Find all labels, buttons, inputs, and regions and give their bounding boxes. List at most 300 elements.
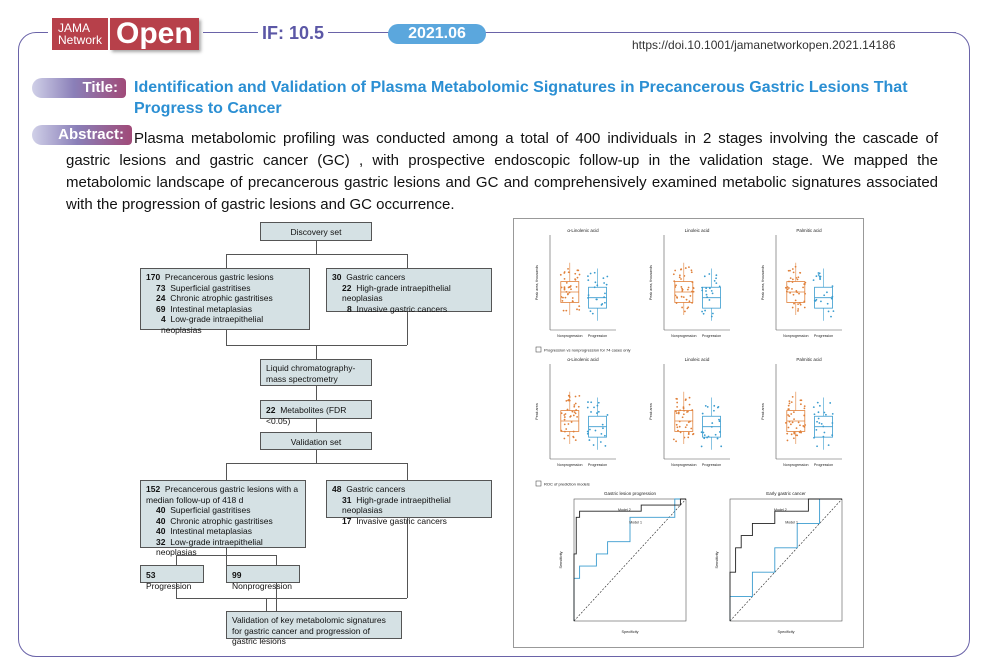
panel-a3-point <box>793 303 795 305</box>
panel-a1-point <box>568 287 570 289</box>
panel-b2-point <box>680 431 682 433</box>
panel-b2-point <box>711 426 713 428</box>
panel-a3-point <box>818 272 820 274</box>
panel-b2-point <box>678 411 680 413</box>
panel-b3-point <box>786 433 788 435</box>
panel-a2-point <box>693 287 695 289</box>
panel-b3-point <box>813 406 815 408</box>
panel-b2-point <box>705 405 707 407</box>
panel-a2-point <box>709 299 711 301</box>
panel-b1-point <box>589 429 591 431</box>
panel-b1-point <box>587 433 589 435</box>
panel-a3-point <box>815 275 817 277</box>
panel-b2-point <box>684 437 686 439</box>
panel-a3-point <box>823 294 825 296</box>
logo-jama: JAMA <box>58 21 91 35</box>
panel-b1-point <box>587 407 589 409</box>
panel-b3-point <box>800 403 802 405</box>
panel-b1-group-label: Progression <box>587 463 608 467</box>
panel-a1-point <box>574 273 576 275</box>
header-rule <box>486 32 956 33</box>
panel-b1-point <box>597 405 599 407</box>
panel-b3-point <box>832 413 834 415</box>
panel-b3-group-label: Nonprogression <box>783 463 809 467</box>
panel-b2-point <box>703 437 705 439</box>
panel-a3-point <box>787 288 789 290</box>
panel-b1-point <box>590 401 592 403</box>
panel-a1-point <box>592 313 594 315</box>
panel-b3-point <box>828 444 830 446</box>
panel-a3-point <box>828 311 830 313</box>
panel-b1-title: α-Linolenic acid <box>567 357 599 362</box>
panel-a1-point <box>574 278 576 280</box>
panel-a3-point <box>798 293 800 295</box>
paper-title: Identification and Validation of Plasma Metabolomic Signatures in Precancerous Gastric Lesions That Progress to Cancer <box>134 79 908 117</box>
panel-a3-point <box>788 281 790 283</box>
panel-a1-point <box>579 274 581 276</box>
panel-a3-point <box>799 272 801 274</box>
progression-box: 53 Progression <box>140 565 204 583</box>
panel-a2-point <box>675 284 677 286</box>
panel-a2-point <box>691 269 693 271</box>
panel-b2-point <box>676 406 678 408</box>
panel-a1-point <box>588 294 590 296</box>
panel-a2-point <box>692 281 694 283</box>
panel-b1-ylabel: Peak area <box>535 403 539 420</box>
panel-a2-point <box>681 307 683 309</box>
panel-b3-point <box>804 405 806 407</box>
panel-b-label: Progression vs nonprogression for 74 cases only <box>544 347 631 353</box>
panel-b3-point <box>818 422 820 424</box>
panel-b3-point <box>793 418 795 420</box>
panel-a2-point <box>684 311 686 313</box>
discovery-gastric-cancer-box: 30 Gastric cancers 22 High-grade intraepithelial neoplasias 8 Invasive gastric cancers <box>326 268 492 312</box>
panel-b1-point <box>570 415 572 417</box>
panel-b1-point <box>561 412 563 414</box>
panel-a1-point <box>568 271 570 273</box>
panel-a1-point <box>561 287 563 289</box>
panel-b2-point <box>676 426 678 428</box>
panel-a3-ylabel: Peak area, thousands <box>761 265 765 300</box>
panel-a3-point <box>830 316 832 318</box>
panel-a2-point <box>688 266 690 268</box>
panel-a3-point <box>803 283 805 285</box>
panel-b3-point <box>793 411 795 413</box>
panel-a2-point <box>701 289 703 291</box>
panel-a3-point <box>790 277 792 279</box>
panel-b1-point <box>563 438 565 440</box>
roc-2-title: Early gastric cancer <box>766 491 806 496</box>
study-flowchart <box>120 218 500 648</box>
panel-a2-point <box>705 287 707 289</box>
panel-b2-point <box>683 410 685 412</box>
panel-b-marker <box>536 347 541 352</box>
impact-factor: IF: 10.5 <box>258 23 328 44</box>
panel-a2-point <box>709 287 711 289</box>
panel-b3-point <box>813 437 815 439</box>
panel-b3-point <box>823 432 825 434</box>
panel-b3-point <box>798 421 800 423</box>
roc-1-xlabel: Specificity <box>621 630 639 634</box>
panel-b1-point <box>568 423 570 425</box>
panel-b1-point <box>578 395 580 397</box>
panel-b2-point <box>711 422 713 424</box>
panel-b3-point <box>804 424 806 426</box>
panel-a3-point <box>815 299 817 301</box>
panel-b1-point <box>573 431 575 433</box>
roc-1-model2-label: Model 2 <box>618 508 631 513</box>
logo-jama-network <box>52 18 108 50</box>
panel-b3-point <box>817 402 819 404</box>
panel-b1-point <box>564 419 566 421</box>
metabolites-box: 22 Metabolites (FDR <0.05) <box>260 400 372 419</box>
panel-a2-point <box>715 282 717 284</box>
panel-a2-point <box>688 287 690 289</box>
panel-b1-point <box>565 400 567 402</box>
panel-a2-point <box>689 300 691 302</box>
panel-a2-point <box>676 297 678 299</box>
panel-a3-point <box>799 302 801 304</box>
panel-a1-point <box>569 292 571 294</box>
panel-a3-point <box>800 304 802 306</box>
panel-b2-point <box>702 413 704 415</box>
panel-b3-point <box>831 422 833 424</box>
panel-b2-point <box>708 436 710 438</box>
panel-b1-point <box>569 396 571 398</box>
header-rule <box>214 32 258 33</box>
panel-b3-point <box>788 400 790 402</box>
validation-set-box: Validation set <box>260 432 372 450</box>
panel-b1-point <box>593 444 595 446</box>
final-validation-box: Validation of key metabolomic signatures for gastric cancer and progression of gastric lesions <box>226 611 402 639</box>
panel-b1-point <box>565 413 567 415</box>
panel-a3-group-label: Nonprogression <box>783 334 809 338</box>
panel-a2-point <box>701 311 703 313</box>
panel-b2-point <box>703 432 705 434</box>
panel-b3-point <box>800 399 802 401</box>
panel-a1-point <box>596 284 598 286</box>
panel-a1-point <box>604 292 606 294</box>
panel-a1-group-label: Progression <box>587 334 608 338</box>
panel-b3-point <box>825 414 827 416</box>
validation-precancerous-box: 152 Precancerous gastric lesions with a median follow-up of 418 d 40 Superficial gastritises 40 Chronic atrophic gastritises 40 Intestinal metaplasias 32 Low-grade intraepithelial neoplasias <box>140 480 306 548</box>
panel-a2-point <box>673 280 675 282</box>
panel-b1-point <box>576 416 578 418</box>
panel-a2-point <box>683 275 685 277</box>
panel-a3-point <box>797 279 799 281</box>
panel-b1-point <box>561 430 563 432</box>
panel-a3-point <box>819 278 821 280</box>
panel-b3-point <box>818 411 820 413</box>
panel-a2-point <box>683 296 685 298</box>
title-label: Title: <box>32 78 126 98</box>
panel-b1-point <box>596 412 598 414</box>
panel-a3-point <box>793 272 795 274</box>
panel-a1-point <box>587 297 589 299</box>
panel-a3-point <box>833 310 835 312</box>
panel-a1-point <box>578 305 580 307</box>
panel-b3-point <box>818 418 820 420</box>
panel-b1-point <box>571 421 573 423</box>
panel-a2-point <box>706 296 708 298</box>
header-rule <box>350 32 388 33</box>
abstract-text: Plasma metabolomic profiling was conducted among a total of 400 individuals in 2 stages involving the cascade of gastric lesions and gastric cancer (GC) , with prospective endoscopic follow-up in the validation stage. We mapped the metabolomic landscape of precancerous gastric lesions and GC and comprehensively examined metabolic signatures associated with the progression of gastric lesions and GC occurrence. <box>66 130 938 213</box>
panel-b1-point <box>602 427 604 429</box>
panel-b3-point <box>789 403 791 405</box>
panel-a3-point <box>792 268 794 270</box>
panel-b1-point <box>587 431 589 433</box>
panel-b3-point <box>803 415 805 417</box>
panel-b2-point <box>715 434 717 436</box>
panel-a1-point <box>563 310 565 312</box>
discovery-precancerous-box: 170 Precancerous gastric lesions 73 Superficial gastritises 24 Chronic atrophic gastritises 69 Intestinal metaplasias 4 Low-grade intraepithelial neoplasias <box>140 268 310 330</box>
panel-b3-point <box>787 440 789 442</box>
panel-a1-point <box>602 277 604 279</box>
panel-a3-point <box>792 307 794 309</box>
panel-b1-point <box>575 439 577 441</box>
panel-b2-point <box>688 421 690 423</box>
panel-b2-point <box>675 410 677 412</box>
panel-a1-point <box>572 300 574 302</box>
panel-a2-point <box>682 289 684 291</box>
panel-a2-point <box>691 271 693 273</box>
roc-2-ylabel: Sensitivity <box>715 551 719 569</box>
panel-a2-point <box>706 294 708 296</box>
panel-b2-point <box>688 433 690 435</box>
panel-b1-point <box>565 428 567 430</box>
panel-a3-point <box>804 307 806 309</box>
panel-a1-point <box>578 309 580 311</box>
panel-b1-point <box>564 431 566 433</box>
panel-a2-point <box>704 310 706 312</box>
panel-a1-point <box>606 276 608 278</box>
panel-b1-point <box>588 439 590 441</box>
panel-b3-point <box>822 426 824 428</box>
panel-a1-point <box>596 299 598 301</box>
panel-a1-point <box>587 279 589 281</box>
panel-a1-point <box>567 268 569 270</box>
panel-b1-point <box>602 424 604 426</box>
panel-b2-point <box>686 424 688 426</box>
panel-a2-point <box>711 316 713 318</box>
roc-2-model2-label: Model 2 <box>774 508 787 513</box>
panel-a1-point <box>567 294 569 296</box>
panel-b3-point <box>822 436 824 438</box>
panel-a3-point <box>803 300 805 302</box>
panel-a2-point <box>687 306 689 308</box>
roc-1-ylabel: Sensitivity <box>559 551 563 569</box>
panel-b1-point <box>575 409 577 411</box>
journal-logo <box>48 14 203 54</box>
panel-b1-point <box>573 406 575 408</box>
logo-network: Network <box>58 33 103 47</box>
roc-2-xlabel: Specificity <box>777 630 795 634</box>
panel-b3-point <box>789 421 791 423</box>
panel-a2-point <box>680 268 682 270</box>
panel-b3-ylabel: Peak area <box>761 403 765 420</box>
panel-a3-point <box>792 279 794 281</box>
abstract-label: Abstract: <box>32 125 132 145</box>
panel-a1-point <box>590 310 592 312</box>
panel-b2-point <box>679 421 681 423</box>
panel-b2-point <box>718 419 720 421</box>
panel-a3-point <box>795 299 797 301</box>
panel-a2-point <box>715 277 717 279</box>
panel-b1-point <box>575 412 577 414</box>
panel-a1-title: α-Linolenic acid <box>567 228 599 233</box>
panel-b2-point <box>717 407 719 409</box>
panel-a3-point <box>797 276 799 278</box>
panel-b1-point <box>590 411 592 413</box>
panel-a3-point <box>831 298 833 300</box>
panel-a3-point <box>831 296 833 298</box>
panel-a1-point <box>604 302 606 304</box>
panel-b1-point <box>587 401 589 403</box>
panel-a2-point <box>681 296 683 298</box>
panel-a2-group-label: Progression <box>701 334 722 338</box>
panel-a2-point <box>680 278 682 280</box>
panel-b2-point <box>673 438 675 440</box>
panel-b2-point <box>675 440 677 442</box>
panel-a2-point <box>673 273 675 275</box>
panel-a3-point <box>789 292 791 294</box>
panel-b3-point <box>829 402 831 404</box>
panel-a3-point <box>785 287 787 289</box>
panel-b3-point <box>796 427 798 429</box>
panel-b2-point <box>701 446 703 448</box>
panel-b2-group-label: Nonprogression <box>671 463 697 467</box>
panel-a3-point <box>791 288 793 290</box>
panel-a2-point <box>712 313 714 315</box>
panel-a2-point <box>714 280 716 282</box>
panel-b1-point <box>598 411 600 413</box>
panel-b3-point <box>799 424 801 426</box>
panel-b3-point <box>792 421 794 423</box>
panel-a2-point <box>715 274 717 276</box>
panel-b3-point <box>816 421 818 423</box>
panel-a2-title: Linoleic acid <box>684 228 710 233</box>
panel-b2-point <box>707 406 709 408</box>
panel-b1-point <box>573 404 575 406</box>
panel-a1-point <box>603 296 605 298</box>
panel-b3-point <box>788 415 790 417</box>
panel-b2-point <box>689 397 691 399</box>
panel-b1-group-label: Nonprogression <box>557 463 583 467</box>
panel-a2-point <box>704 275 706 277</box>
panel-a2-point <box>711 290 713 292</box>
panel-b3-point <box>803 426 805 428</box>
panel-c-marker <box>536 481 541 486</box>
panel-a1-point <box>560 296 562 298</box>
panel-b3-point <box>790 423 792 425</box>
panel-b1-point <box>572 411 574 413</box>
panel-a2-point <box>691 302 693 304</box>
panel-a2-point <box>679 274 681 276</box>
panel-a1-point <box>594 281 596 283</box>
results-figure-svg <box>514 219 865 649</box>
panel-a2-point <box>703 313 705 315</box>
panel-a3-point <box>818 274 820 276</box>
panel-a3-point <box>788 287 790 289</box>
panel-a2-point <box>705 290 707 292</box>
panel-c-label: ROC of prediction models <box>544 481 590 487</box>
panel-b1-point <box>575 403 577 405</box>
panel-b2-point <box>687 436 689 438</box>
panel-a1-point <box>563 272 565 274</box>
panel-b2-point <box>675 398 677 400</box>
panel-a1-point <box>560 274 562 276</box>
panel-a1-point <box>562 300 564 302</box>
panel-a1-point <box>570 288 572 290</box>
panel-a2-point <box>680 286 682 288</box>
panel-b2-point <box>690 428 692 430</box>
panel-b3-point <box>804 407 806 409</box>
panel-b2-point <box>676 412 678 414</box>
panel-a2-ylabel: Peak area, thousands <box>649 265 653 300</box>
panel-b2-point <box>689 404 691 406</box>
panel-a3-point <box>797 303 799 305</box>
panel-a3-point <box>795 266 797 268</box>
panel-a1-point <box>566 282 568 284</box>
roc-1-model1-label: Model 1 <box>629 520 642 525</box>
panel-a1-point <box>606 284 608 286</box>
panel-a1-point <box>587 275 589 277</box>
panel-b3-title: Palmitic acid <box>796 357 822 362</box>
panel-a2-point <box>693 291 695 293</box>
discovery-set-box: Discovery set <box>260 222 372 241</box>
panel-b1-point <box>575 396 577 398</box>
panel-b2-point <box>683 413 685 415</box>
publication-date: 2021.06 <box>388 24 486 44</box>
panel-a3-point <box>786 291 788 293</box>
panel-a3-point <box>802 286 804 288</box>
panel-a2-point <box>687 289 689 291</box>
panel-b3-point <box>785 422 787 424</box>
panel-a1-point <box>577 277 579 279</box>
panel-b3-group-label: Progression <box>813 463 834 467</box>
panel-a2-point <box>701 287 703 289</box>
logo-open: Open <box>110 18 199 50</box>
panel-b2-point <box>701 431 703 433</box>
panel-a3-point <box>795 290 797 292</box>
panel-b3-point <box>793 433 795 435</box>
panel-a1-group-label: Nonprogression <box>557 334 583 338</box>
panel-b2-point <box>679 409 681 411</box>
panel-b2-point <box>713 405 715 407</box>
panel-a2-point <box>676 302 678 304</box>
panel-a1-point <box>566 291 568 293</box>
panel-b2-point <box>676 402 678 404</box>
panel-a1-ylabel: Peak area, thousands <box>535 265 539 300</box>
panel-a2-point <box>719 286 721 288</box>
panel-a2-point <box>691 291 693 293</box>
panel-b3-point <box>800 430 802 432</box>
panel-b3-point <box>788 408 790 410</box>
panel-a1-point <box>590 273 592 275</box>
panel-b3-point <box>795 434 797 436</box>
panel-a1-point <box>564 287 566 289</box>
panel-a1-point <box>565 310 567 312</box>
doi-link[interactable]: https://doi.10.1001/jamanetworkopen.2021.14186 <box>632 38 896 52</box>
panel-b2-point <box>704 434 706 436</box>
panel-a1-point <box>594 272 596 274</box>
panel-a3-point <box>826 291 828 293</box>
panel-b2-ylabel: Peak area <box>649 403 653 420</box>
panel-b1-point <box>567 435 569 437</box>
panel-b1-point <box>604 445 606 447</box>
panel-b2-point <box>719 420 721 422</box>
panel-a1-point <box>562 297 564 299</box>
